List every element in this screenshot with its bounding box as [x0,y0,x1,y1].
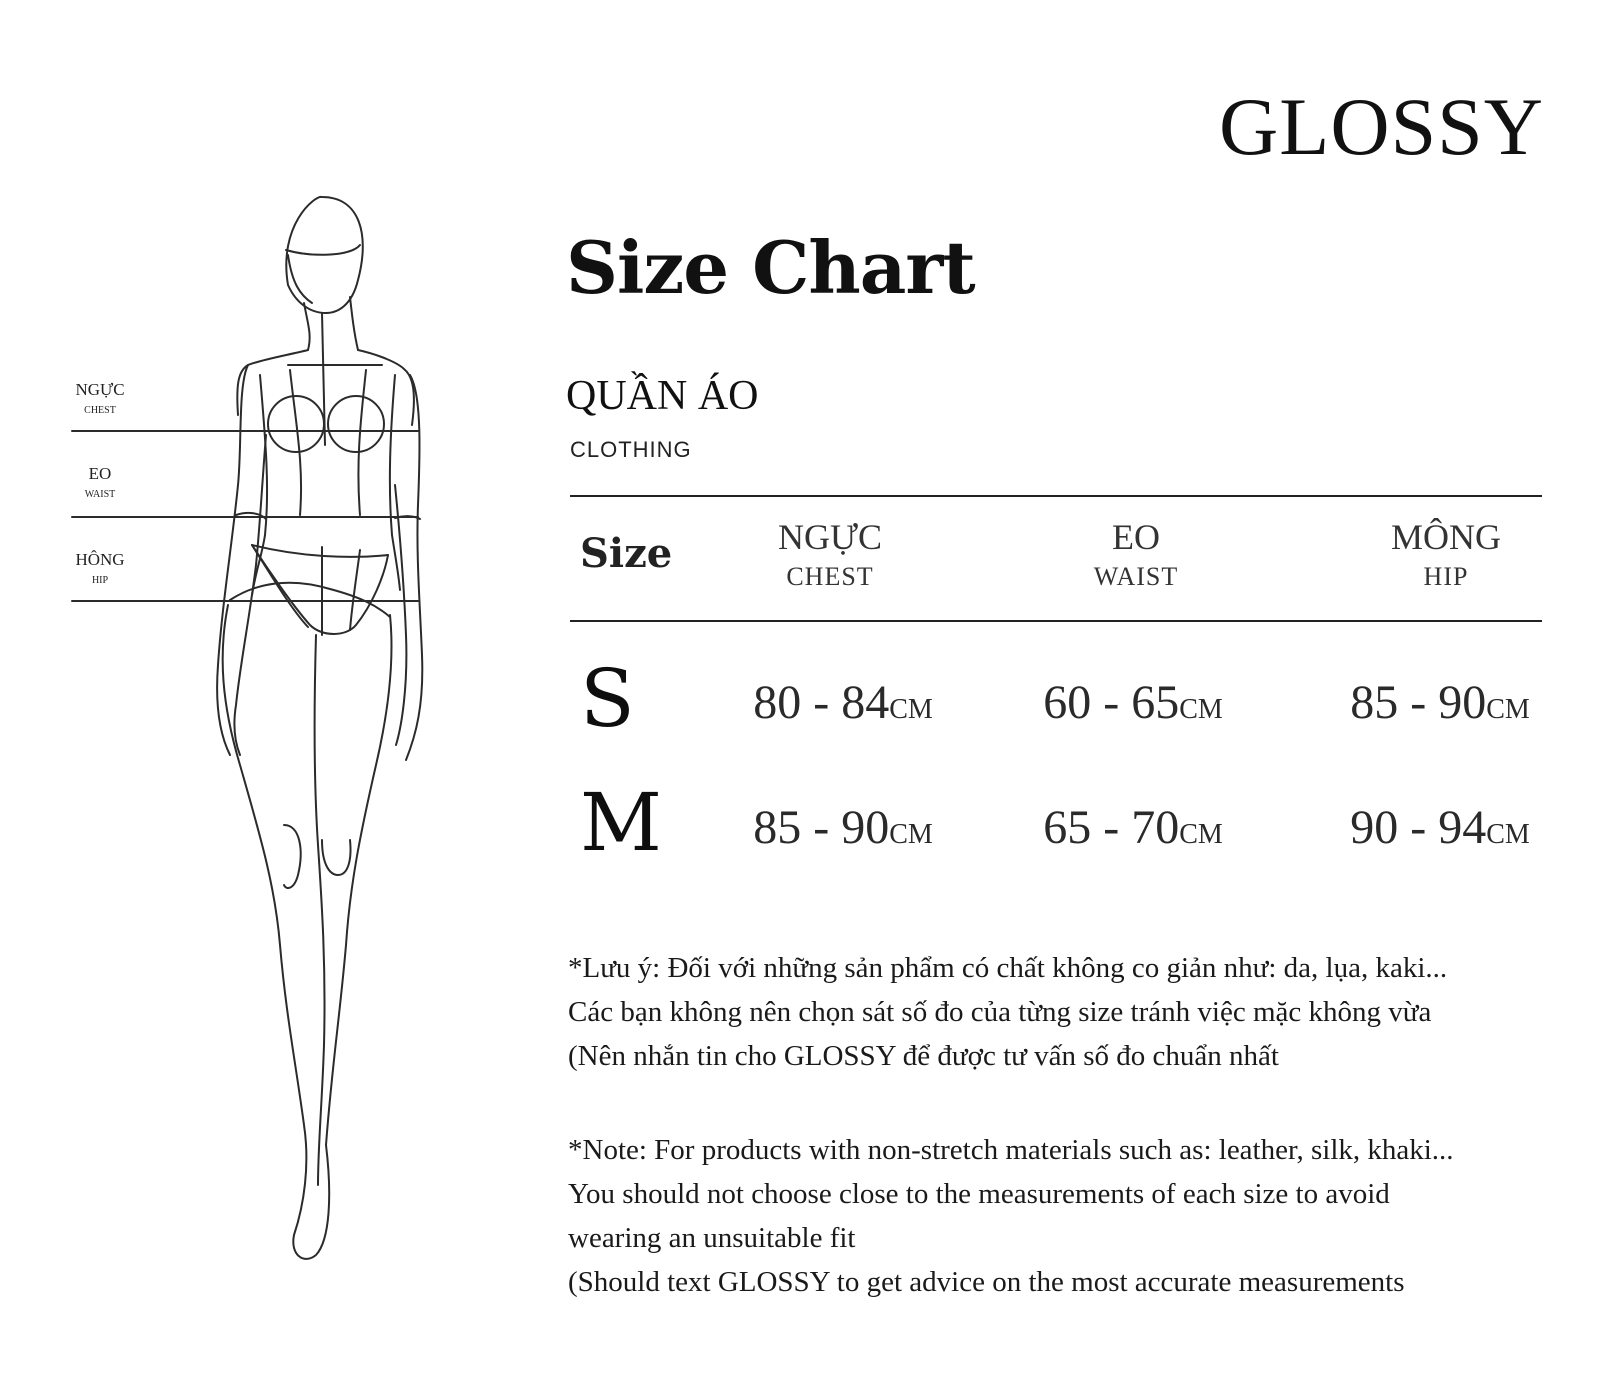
cell-unit: CM [1486,819,1530,850]
page-title: Size Chart [566,225,975,310]
cell-value: 80 - 84 [753,676,890,729]
table-cell-m-waist [993,800,1273,855]
cell-unit: CM [889,694,933,725]
size-column-header: Size [580,530,673,577]
table-header-rule [570,620,1542,622]
note-line: (Nên nhắn tin cho GLOSSY để được tư vấn số đo chuẩn nhất [568,1040,1279,1072]
figure-label-waist-en: WAIST [84,489,116,500]
hip-column-header [1316,515,1576,595]
hip-header-en: HIP [1423,562,1469,591]
table-cell-m-chest [703,800,983,855]
chest-column-header [700,515,960,595]
cell-value: 85 - 90 [1350,676,1487,729]
cell-value: 65 - 70 [1043,801,1180,854]
figure-label-chest-en: CHEST [84,405,116,416]
waist-header-vn: EO [1112,517,1160,557]
figure-label-waist-vn: EO [88,464,112,483]
table-cell-s-chest [703,675,983,730]
figure-label-chest-vn: NGỰC [75,380,125,399]
table-cell-s-waist [993,675,1273,730]
note-line: *Note: For products with non-stretch materials such as: leather, silk, khaki... [568,1134,1454,1166]
cell-unit: CM [1179,694,1223,725]
table-cell-m-hip [1300,800,1580,855]
waist-column-header [1006,515,1266,595]
note-line: Các bạn không nên chọn sát số đo của từng size tránh việc mặc không vừa [568,996,1432,1028]
cell-unit: CM [1179,819,1223,850]
cell-value: 60 - 65 [1043,676,1180,729]
chest-header-vn: NGỰC [778,517,882,557]
section-title-vn: QUẦN ÁO [566,373,759,419]
note-english [568,1128,1578,1304]
fashion-figure-illustration [60,185,460,1305]
cell-value: 90 - 94 [1350,801,1487,854]
size-label-s: S [580,652,635,745]
note-vietnamese [568,946,1578,1078]
chest-header-en: CHEST [786,562,874,591]
section-title-en: CLOTHING [570,437,692,462]
cell-value: 85 - 90 [753,801,890,854]
brand-logo: GLOSSY [1219,81,1544,172]
figure-label-hip-en: HIP [91,575,109,586]
cell-unit: CM [889,819,933,850]
figure-label-hip-vn: HÔNG [75,550,125,569]
waist-header-en: WAIST [1093,562,1179,591]
size-label-m: M [580,776,662,869]
table-cell-s-hip [1300,675,1580,730]
table-top-rule [570,495,1542,497]
note-line: You should not choose close to the measurements of each size to avoid [568,1178,1390,1210]
note-line: (Should text GLOSSY to get advice on the most accurate measurements [568,1266,1405,1298]
hip-header-vn: MÔNG [1390,517,1501,557]
note-line: *Lưu ý: Đối với những sản phẩm có chất không co giản như: da, lụa, kaki... [568,952,1448,984]
note-line: wearing an unsuitable fit [568,1222,856,1254]
cell-unit: CM [1486,694,1530,725]
